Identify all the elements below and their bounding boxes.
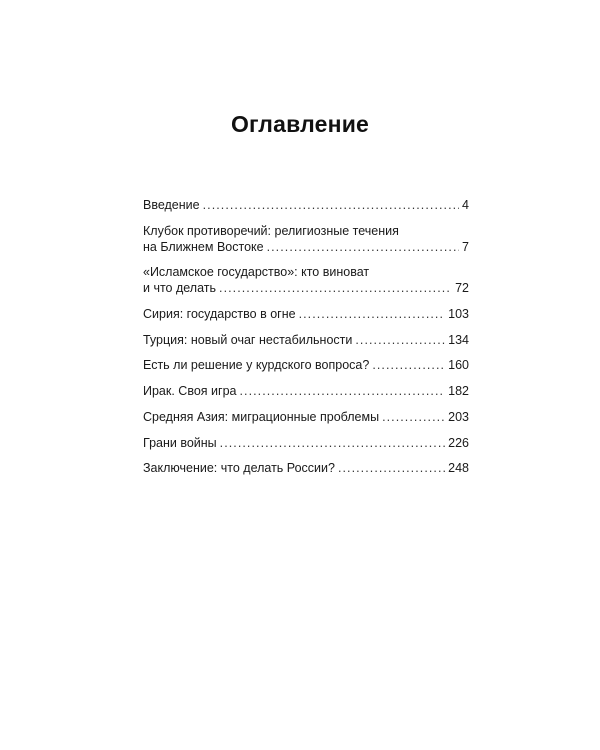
toc-entry xyxy=(143,306,469,322)
toc-entry xyxy=(143,460,469,476)
toc-entry-title: Грани войны xyxy=(143,435,217,450)
toc-entry-row xyxy=(143,383,469,399)
toc-entry-row xyxy=(143,239,469,255)
toc-entry-title: «Исламское государство»: кто виноват xyxy=(143,265,370,280)
toc-entry-title: Введение xyxy=(143,198,200,212)
toc-entry-title: Средняя Азия: миграционные проблемы xyxy=(143,409,380,424)
toc-entry-title: Сирия: государство в огне xyxy=(143,307,296,322)
toc-entry-title-continued: и что делать xyxy=(143,281,217,296)
toc-entry xyxy=(143,332,469,348)
toc-entry-row xyxy=(143,197,469,213)
toc-entry-row xyxy=(143,332,469,348)
toc-entry xyxy=(143,264,469,296)
dot-leader xyxy=(220,435,445,451)
dot-leader xyxy=(267,239,459,255)
toc-page-number: 134 xyxy=(448,332,469,347)
toc-page-number: 7 xyxy=(462,239,469,254)
toc-entry-row xyxy=(143,357,469,373)
dot-leader xyxy=(355,332,445,348)
toc-entry-title: Турция: новый очаг нестабильности xyxy=(143,332,353,347)
dot-leader xyxy=(239,383,445,399)
toc-page-number: 103 xyxy=(448,307,469,322)
toc-entry-row xyxy=(143,306,469,322)
toc-page-number: 248 xyxy=(448,461,469,476)
toc-entry xyxy=(143,409,469,425)
toc-page-number: 4 xyxy=(462,198,469,212)
toc-page-number: 160 xyxy=(448,358,469,373)
toc-entry xyxy=(143,197,469,213)
dot-leader xyxy=(338,460,445,476)
toc-entry-title-continued: на Ближнем Востоке xyxy=(143,239,264,254)
dot-leader xyxy=(372,357,445,373)
toc-page-number: 182 xyxy=(448,384,469,399)
dot-leader xyxy=(219,280,452,296)
toc-entry xyxy=(143,435,469,451)
toc-entry-row xyxy=(143,460,469,476)
toc-list xyxy=(143,197,469,486)
toc-entry-title: Клубок противоречий: религиозные течения xyxy=(143,223,399,238)
toc-entry xyxy=(143,383,469,399)
toc-page-number: 72 xyxy=(455,281,469,296)
toc-entry-row xyxy=(143,409,469,425)
toc-entry-title: Ирак. Своя игра xyxy=(143,384,237,399)
toc-entry xyxy=(143,357,469,373)
dot-leader xyxy=(382,409,445,425)
dot-leader xyxy=(203,197,459,213)
toc-entry-row xyxy=(143,435,469,451)
dot-leader xyxy=(299,306,446,322)
toc-page-number: 203 xyxy=(448,409,469,424)
toc-entry-title: Заключение: что делать России? xyxy=(143,461,335,476)
toc-entry xyxy=(143,223,469,255)
toc-entry-title: Есть ли решение у курдского вопроса? xyxy=(143,358,370,373)
toc-title: Оглавление xyxy=(230,111,370,138)
toc-entry-row xyxy=(143,280,469,296)
toc-page-number: 226 xyxy=(448,435,469,450)
